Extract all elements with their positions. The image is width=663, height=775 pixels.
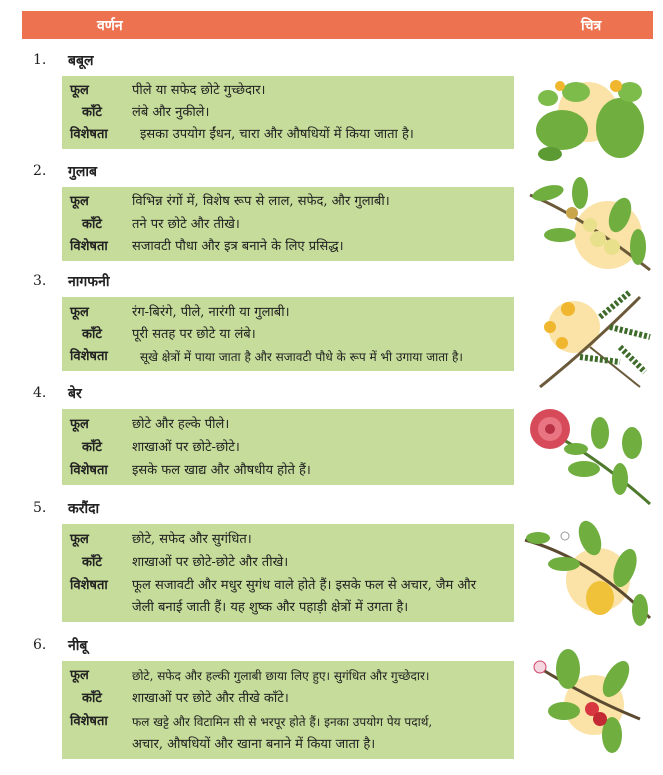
feature-value-line-1: फल खट्टे और विटामिन सी से भरपूर होते हैं। इनका उपयोग पेय पदार्थ, (132, 715, 433, 729)
flower-value: विभिन्न रंगों में, विशेष रूप से लाल, सफेद, और गुलाबी। (132, 194, 390, 209)
flower-value: रंग-बिरंगे, पीले, नारंगी या गुलाबी। (132, 305, 290, 320)
flower-label: फूल (70, 417, 89, 432)
plant-name: गुलाब (68, 164, 97, 180)
plant-name: बेर (68, 386, 82, 402)
thorns-label: काँटे (82, 555, 102, 570)
thorns-value: लंबे और नुकीले। (132, 105, 210, 120)
flower-label: फूल (70, 194, 89, 209)
feature-label: विशेषता (70, 127, 108, 142)
flower-label: फूल (70, 668, 89, 683)
entry-number: 2. (33, 163, 47, 179)
feature-value: सूखे क्षेत्रों में पाया जाता है और सजावटी पौधे के रूप में भी उगाया जाता है। (140, 350, 463, 364)
thorns-label: काँटे (82, 105, 102, 120)
entry-number: 6. (33, 637, 47, 653)
thorns-label: काँटे (82, 691, 102, 706)
feature-label: विशेषता (70, 578, 108, 593)
info-box (62, 297, 514, 371)
info-box (62, 409, 514, 485)
flower-label: फूल (70, 532, 89, 547)
feature-label: विशेषता (70, 463, 108, 478)
thorns-label: काँटे (82, 440, 102, 455)
feature-value: इसका उपयोग ईंधन, चारा और औषधियों में किया जाता है। (140, 127, 414, 142)
thorns-value: शाखाओं पर छोटे-छोटे और तीखे। (132, 555, 289, 570)
flower-label: फूल (70, 83, 89, 98)
entry-number: 1. (33, 52, 47, 68)
plant-name: करौंदा (68, 501, 100, 517)
feature-label: विशेषता (70, 239, 108, 254)
thorns-value: शाखाओं पर छोटे-छोटे। (132, 440, 240, 455)
thorns-label: काँटे (82, 217, 102, 232)
plant-name: नीबू (68, 638, 88, 654)
header-description: वर्णन (97, 18, 123, 34)
feature-value-line-1: फूल सजावटी और मधुर सुगंध वाले होते हैं। इसके फल से अचार, जैम और (132, 578, 477, 593)
table-header (22, 11, 653, 39)
plant-name: बबूल (68, 53, 94, 69)
entry-number: 3. (33, 273, 47, 289)
rose-illustration (520, 399, 660, 509)
plant-name: नागफनी (68, 274, 110, 290)
flower-value: छोटे और हल्के पीले। (132, 417, 230, 432)
flower-value: पीले या सफेद छोटे गुच्छेदार। (132, 83, 266, 98)
karonda-branch-illustration (520, 649, 660, 759)
thorns-value: पूरी सतह पर छोटे या लंबे। (132, 327, 256, 342)
flower-label: फूल (70, 305, 89, 320)
info-box (62, 524, 514, 622)
entry-number: 4. (33, 385, 47, 401)
thorns-label: काँटे (82, 327, 102, 342)
feature-value-line-2: जेली बनाई जाती हैं। यह शुष्क और पहाड़ी क्षेत्रों में उगता है। (132, 600, 409, 615)
feature-value: इसके फल खाद्य और औषधीय होते हैं। (132, 463, 311, 478)
ber-branch-illustration (520, 175, 660, 285)
feature-value-line-2: अचार, औषधियों और खाना बनाने में किया जाता है। (132, 737, 376, 752)
thorns-value: तने पर छोटे और तीखे। (132, 217, 240, 232)
info-box (62, 76, 514, 149)
info-box (62, 187, 514, 261)
header-picture: चित्र (581, 18, 602, 34)
flower-value: छोटे, सफेद और हल्की गुलाबी छाया लिए हुए। सुगंधित और गुच्छेदार। (132, 669, 430, 683)
cactus-illustration (520, 70, 660, 180)
feature-label: विशेषता (70, 714, 108, 729)
feature-value: सजावटी पौधा और इत्र बनाने के लिए प्रसिद्ध। (132, 239, 344, 254)
info-box (62, 661, 514, 759)
acacia-branch-illustration (520, 287, 660, 397)
feature-label: विशेषता (70, 349, 108, 364)
flower-value: छोटे, सफेद और सुगंधित। (132, 532, 252, 547)
thorns-value: शाखाओं पर छोटे और तीखे काँटे। (132, 691, 289, 706)
lemon-branch-illustration (520, 518, 660, 628)
entry-number: 5. (33, 500, 47, 516)
